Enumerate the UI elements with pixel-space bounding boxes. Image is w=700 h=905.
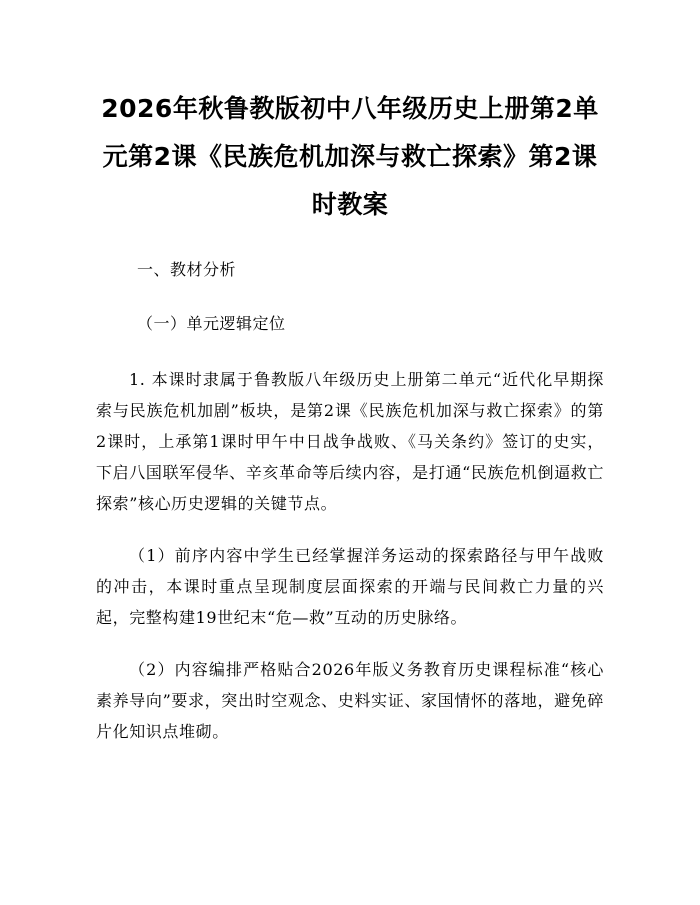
subsection-heading-unit-logic: （一）单元逻辑定位 [137,314,286,333]
paragraph-curriculum-standard: （2）内容编排严格贴合2026年版义务教育历史课程标准“核心素养导向”要求，突出时空观念、史料实证、家国情怀的落地，避免碎片化知识点堆砌。 [96,660,604,741]
document-title: 2026年秋鲁教版初中八年级历史上册第2单元第2课《民族危机加深与救亡探索》第2课时教案 [101,94,599,219]
paragraph-prior-content: （1）前序内容中学生已经掌握洋务运动的探索路径与甲午战败的冲击，本课时重点呈现制度层面探索的开端与民间救亡力量的兴起，完整构建19世纪末“危—救”互动的历史脉络。 [96,546,604,627]
paragraph-lesson-position: 1. 本课时隶属于鲁教版八年级历史上册第二单元“近代化早期探索与民族危机加剧”板块，是第2课《民族危机加深与救亡探索》的第2课时，上承第1课时甲午中日战争战败、《马关条约》签订的史实，下启八国联军侵华、辛亥革命等后续内容，是打通“民族危机倒逼救亡探索”核心历史逻辑的关键节点。 [96,370,604,513]
section-heading-materials-analysis: 一、教材分析 [137,260,237,279]
